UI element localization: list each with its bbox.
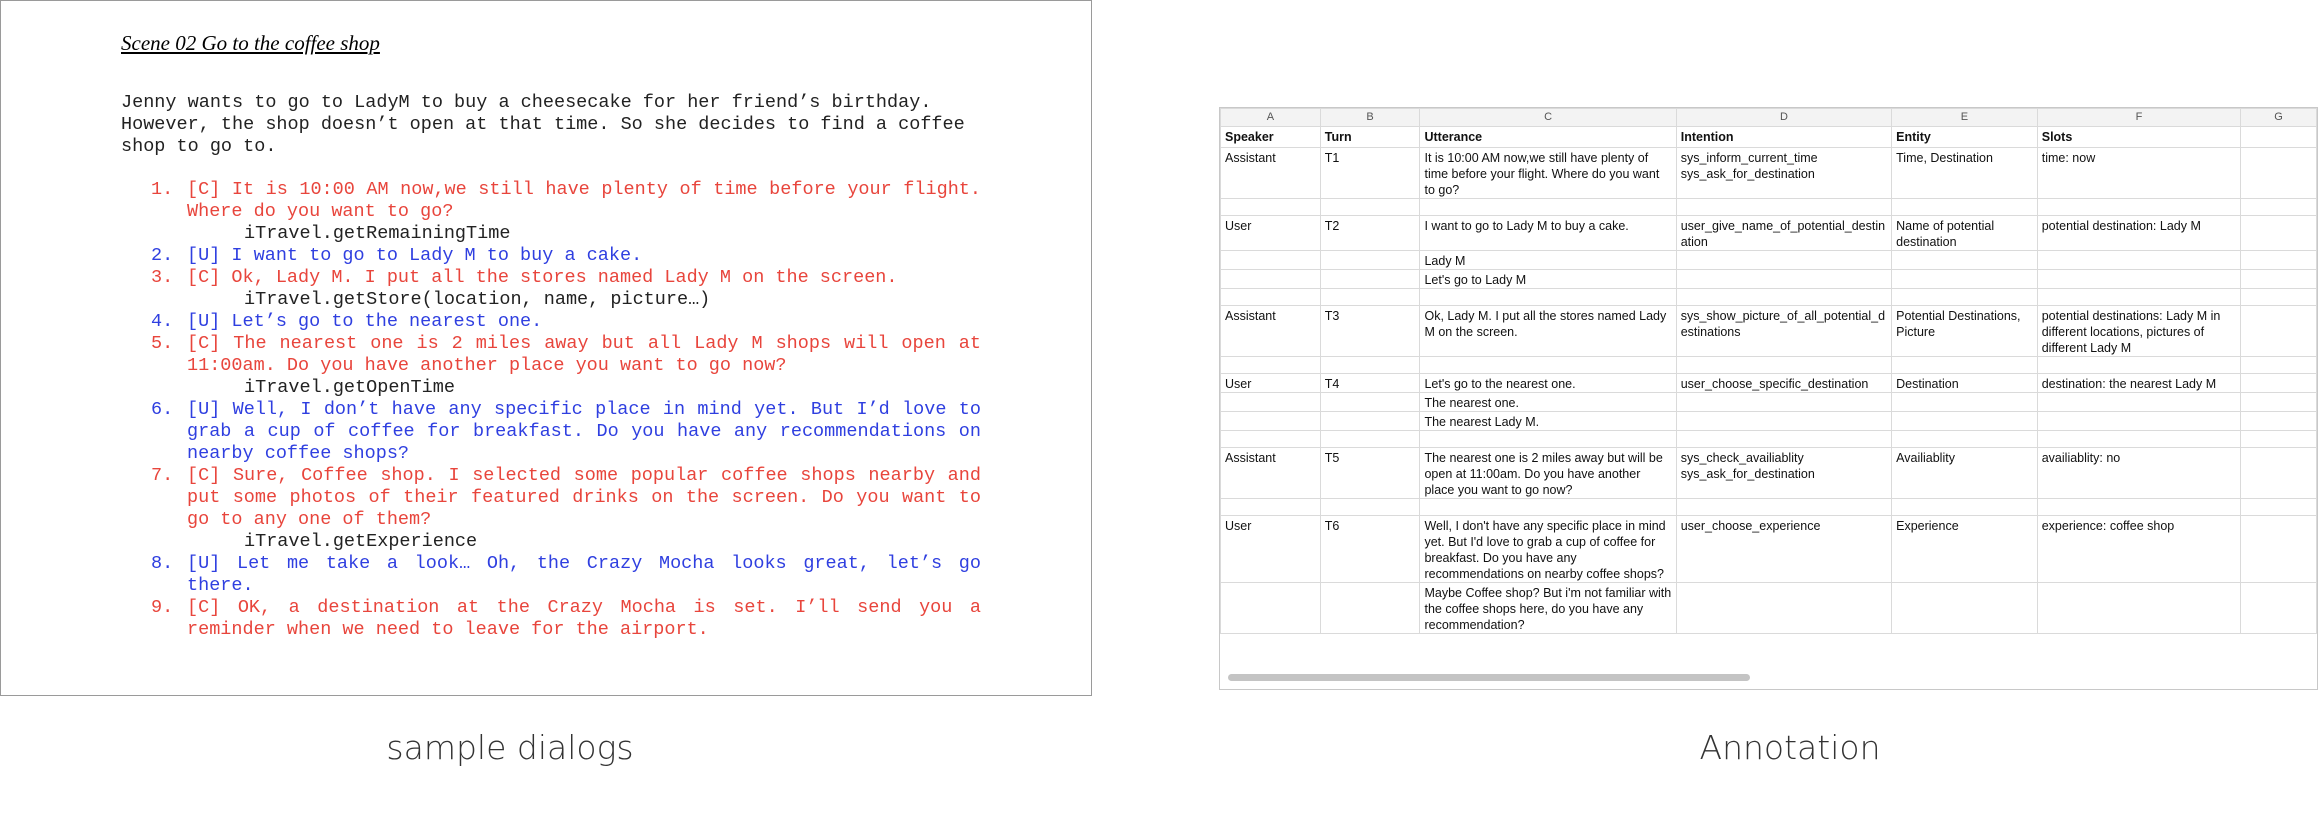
table-row xyxy=(1221,306,2317,357)
dialog-line-text: [C] OK, a destination at the Crazy Mocha is set. I’ll send you a reminder when we need to leave for the airport. xyxy=(187,597,981,640)
table-cell-entity[interactable] xyxy=(1892,289,2038,306)
table-cell-turn[interactable] xyxy=(1320,270,1420,289)
table-cell-speaker[interactable] xyxy=(1221,251,1321,270)
table-cell-entity[interactable]: Experience xyxy=(1892,516,2038,583)
api-call: iTravel.getExperience xyxy=(244,531,478,552)
table-cell-intention[interactable]: user_give_name_of_potential_destination xyxy=(1676,216,1891,251)
dialog-line-text: [C] Ok, Lady M. I put all the stores named Lady M on the screen. xyxy=(187,267,898,288)
caption-annotation: Annotation xyxy=(1699,728,1881,767)
table-cell-speaker[interactable] xyxy=(1221,393,1321,412)
dialog-line-number: 8. xyxy=(151,553,174,574)
table-cell-slots[interactable] xyxy=(2037,431,2240,448)
table-cell-slots[interactable]: experience: coffee shop xyxy=(2037,516,2240,583)
table-cell-intention[interactable]: user_choose_experience xyxy=(1676,516,1891,583)
table-cell-utterance[interactable]: The nearest one is 2 miles away but will be open at 11:00am. Do you have another place you want to go now? xyxy=(1420,448,1676,499)
header-cell[interactable]: Speaker xyxy=(1221,127,1321,148)
header-row xyxy=(1221,127,2317,148)
table-cell-utterance[interactable] xyxy=(1420,199,1676,216)
table-cell-turn[interactable]: T5 xyxy=(1320,448,1420,499)
dialog-line xyxy=(151,465,981,531)
column-header-f[interactable]: F xyxy=(2037,109,2240,127)
table-cell-utterance[interactable] xyxy=(1420,357,1676,374)
table-cell-slots[interactable] xyxy=(2037,357,2240,374)
table-cell-entity[interactable] xyxy=(1892,357,2038,374)
dialog-line xyxy=(151,245,981,267)
table-row xyxy=(1221,270,2317,289)
dialog-line-text: [C] It is 10:00 AM now,we still have plenty of time before your flight. Where do you want to go? xyxy=(187,179,981,222)
dialog-line xyxy=(151,267,981,289)
table-cell-utterance[interactable]: Maybe Coffee shop? But i'm not familiar with the coffee shops here, do you have any recommendation? xyxy=(1420,583,1676,634)
table-row xyxy=(1221,374,2317,393)
header-cell[interactable]: Slots xyxy=(2037,127,2240,148)
table-cell-slots[interactable] xyxy=(2037,412,2240,431)
column-header-d[interactable]: D xyxy=(1676,109,1891,127)
header-cell[interactable] xyxy=(2241,127,2317,148)
dialog-line-number: 6. xyxy=(151,399,174,420)
table-cell-utterance[interactable]: Let's go to the nearest one. xyxy=(1420,374,1676,393)
table-cell-intention[interactable]: sys_show_picture_of_all_potential_destinations xyxy=(1676,306,1891,357)
table-cell-entity[interactable]: Availiablity xyxy=(1892,448,2038,499)
dialog-line-text: [C] Sure, Coffee shop. I selected some popular coffee shops nearby and put some photos of their featured drinks on the screen. Do you want to go to any one of them? xyxy=(187,465,981,530)
table-cell-g[interactable] xyxy=(2241,251,2317,270)
table-cell-entity[interactable] xyxy=(1892,431,2038,448)
table-cell-speaker[interactable] xyxy=(1221,270,1321,289)
table-cell-entity[interactable]: Destination xyxy=(1892,374,2038,393)
api-call: iTravel.getStore(location, name, picture…) xyxy=(244,289,711,310)
dialog-line-text: [C] The nearest one is 2 miles away but all Lady M shops will open at 11:00am. Do you have another place you want to go now? xyxy=(187,333,981,376)
table-row xyxy=(1221,289,2317,306)
horizontal-scrollbar[interactable] xyxy=(1228,674,1750,681)
table-cell-speaker[interactable] xyxy=(1221,431,1321,448)
header-cell[interactable]: Entity xyxy=(1892,127,2038,148)
table-cell-intention[interactable] xyxy=(1676,431,1891,448)
column-header-e[interactable]: E xyxy=(1892,109,2038,127)
table-cell-intention[interactable]: sys_inform_current_time sys_ask_for_destination xyxy=(1676,148,1891,199)
table-cell-speaker[interactable] xyxy=(1221,499,1321,516)
table-cell-entity[interactable] xyxy=(1892,583,2038,634)
table-cell-slots[interactable]: potential destination: Lady M xyxy=(2037,216,2240,251)
dialog-line-number: 4. xyxy=(151,311,174,332)
table-cell-intention[interactable] xyxy=(1676,499,1891,516)
table-cell-speaker[interactable]: User xyxy=(1221,216,1321,251)
table-cell-intention[interactable]: user_choose_specific_destination xyxy=(1676,374,1891,393)
table-cell-speaker[interactable]: User xyxy=(1221,374,1321,393)
table-cell-utterance[interactable]: I want to go to Lady M to buy a cake. xyxy=(1420,216,1676,251)
table-cell-turn[interactable] xyxy=(1320,289,1420,306)
table-cell-speaker[interactable]: Assistant xyxy=(1221,148,1321,199)
table-cell-entity[interactable] xyxy=(1892,412,2038,431)
table-cell-intention[interactable] xyxy=(1676,289,1891,306)
table-cell-entity[interactable]: Time, Destination xyxy=(1892,148,2038,199)
dialog-line-number: 7. xyxy=(151,465,174,486)
table-cell-turn[interactable]: T3 xyxy=(1320,306,1420,357)
dialog-line-text: [U] Let’s go to the nearest one. xyxy=(187,311,543,332)
table-cell-turn[interactable] xyxy=(1320,199,1420,216)
table-cell-slots[interactable]: time: now xyxy=(2037,148,2240,199)
header-cell[interactable]: Utterance xyxy=(1420,127,1676,148)
scene-intro: Jenny wants to go to LadyM to buy a cheesecake for her friend’s birthday. However, the shop doesn’t open at that time. So she decides to find a coffee shop to go to. xyxy=(121,92,965,157)
table-cell-g[interactable] xyxy=(2241,357,2317,374)
table-row xyxy=(1221,393,2317,412)
dialog-line-text: [U] Well, I don’t have any specific place in mind yet. But I’d love to grab a cup of coffee for breakfast. Do you have any recommendations on nearby coffee shops? xyxy=(187,399,981,464)
table-cell-speaker[interactable]: User xyxy=(1221,516,1321,583)
api-call: iTravel.getRemainingTime xyxy=(244,223,511,244)
table-cell-turn[interactable]: T1 xyxy=(1320,148,1420,199)
table-cell-intention[interactable] xyxy=(1676,412,1891,431)
table-cell-utterance[interactable]: Ok, Lady M. I put all the stores named Lady M on the screen. xyxy=(1420,306,1676,357)
table-cell-slots[interactable] xyxy=(2037,393,2240,412)
table-cell-utterance[interactable]: The nearest one. xyxy=(1420,393,1676,412)
api-call: iTravel.getOpenTime xyxy=(244,377,455,398)
table-cell-g[interactable] xyxy=(2241,448,2317,499)
dialog-line xyxy=(151,553,981,597)
table-row xyxy=(1221,216,2317,251)
table-cell-entity[interactable] xyxy=(1892,251,2038,270)
table-cell-slots[interactable]: potential destinations: Lady M in different locations, pictures of different Lady M xyxy=(2037,306,2240,357)
column-header-b[interactable]: B xyxy=(1320,109,1420,127)
table-row xyxy=(1221,251,2317,270)
table-cell-turn[interactable] xyxy=(1320,357,1420,374)
header-cell[interactable]: Intention xyxy=(1676,127,1891,148)
table-cell-intention[interactable] xyxy=(1676,357,1891,374)
table-cell-entity[interactable]: Name of potential destination xyxy=(1892,216,2038,251)
table-row xyxy=(1221,448,2317,499)
dialog-line-text: [U] I want to go to Lady M to buy a cake. xyxy=(187,245,643,266)
table-cell-speaker[interactable]: Assistant xyxy=(1221,448,1321,499)
dialog-line xyxy=(151,399,981,465)
table-cell-slots[interactable] xyxy=(2037,289,2240,306)
table-cell-g[interactable] xyxy=(2241,270,2317,289)
table-cell-slots[interactable] xyxy=(2037,270,2240,289)
scene-title: Scene 02 Go to the coffee shop xyxy=(121,31,380,55)
dialog-line xyxy=(151,179,981,223)
table-cell-entity[interactable] xyxy=(1892,199,2038,216)
table-cell-turn[interactable] xyxy=(1320,499,1420,516)
table-row xyxy=(1221,148,2317,199)
table-row xyxy=(1221,199,2317,216)
sample-dialogs-panel xyxy=(0,0,1092,696)
table-cell-g[interactable] xyxy=(2241,199,2317,216)
annotation-table xyxy=(1220,108,2317,634)
table-cell-intention[interactable] xyxy=(1676,199,1891,216)
table-cell-entity[interactable]: Potential Destinations, Picture xyxy=(1892,306,2038,357)
table-cell-g[interactable] xyxy=(2241,393,2317,412)
table-cell-entity[interactable] xyxy=(1892,499,2038,516)
table-cell-turn[interactable] xyxy=(1320,393,1420,412)
dialog-line xyxy=(151,597,981,641)
table-cell-g[interactable] xyxy=(2241,431,2317,448)
dialog-line-number: 9. xyxy=(151,597,174,618)
table-cell-speaker[interactable] xyxy=(1221,289,1321,306)
table-cell-utterance[interactable] xyxy=(1420,431,1676,448)
column-header-g[interactable]: G xyxy=(2241,109,2317,127)
table-cell-utterance[interactable]: Lady M xyxy=(1420,251,1676,270)
table-cell-entity[interactable] xyxy=(1892,393,2038,412)
dialog-line-number: 2. xyxy=(151,245,174,266)
table-cell-speaker[interactable] xyxy=(1221,583,1321,634)
table-cell-utterance[interactable] xyxy=(1420,289,1676,306)
table-cell-turn[interactable]: T4 xyxy=(1320,374,1420,393)
table-cell-g[interactable] xyxy=(2241,216,2317,251)
table-cell-intention[interactable] xyxy=(1676,583,1891,634)
table-cell-utterance[interactable]: It is 10:00 AM now,we still have plenty of time before your flight. Where do you want to go? xyxy=(1420,148,1676,199)
table-cell-utterance[interactable]: Well, I don't have any specific place in mind yet. But I'd love to grab a cup of coffee for breakfast. Do you have any recommendations on nearby coffee shops? xyxy=(1420,516,1676,583)
table-row xyxy=(1221,357,2317,374)
table-cell-slots[interactable] xyxy=(2037,251,2240,270)
header-cell[interactable]: Turn xyxy=(1320,127,1420,148)
column-letter-row xyxy=(1221,109,2317,127)
table-cell-slots[interactable]: availiablity: no xyxy=(2037,448,2240,499)
table-cell-g[interactable] xyxy=(2241,499,2317,516)
table-cell-speaker[interactable] xyxy=(1221,357,1321,374)
annotation-spreadsheet xyxy=(1219,107,2318,690)
table-cell-turn[interactable] xyxy=(1320,431,1420,448)
table-cell-g[interactable] xyxy=(2241,148,2317,199)
table-cell-g[interactable] xyxy=(2241,583,2317,634)
table-row xyxy=(1221,412,2317,431)
table-cell-turn[interactable]: T2 xyxy=(1320,216,1420,251)
table-cell-g[interactable] xyxy=(2241,374,2317,393)
table-cell-intention[interactable]: sys_check_availiablity sys_ask_for_destination xyxy=(1676,448,1891,499)
table-cell-slots[interactable] xyxy=(2037,499,2240,516)
table-cell-g[interactable] xyxy=(2241,516,2317,583)
table-cell-turn[interactable]: T6 xyxy=(1320,516,1420,583)
table-cell-speaker[interactable] xyxy=(1221,412,1321,431)
table-row xyxy=(1221,431,2317,448)
table-cell-speaker[interactable]: Assistant xyxy=(1221,306,1321,357)
column-header-c[interactable]: C xyxy=(1420,109,1676,127)
table-cell-speaker[interactable] xyxy=(1221,199,1321,216)
table-cell-utterance[interactable] xyxy=(1420,499,1676,516)
table-cell-turn[interactable] xyxy=(1320,412,1420,431)
table-cell-g[interactable] xyxy=(2241,412,2317,431)
table-cell-slots[interactable] xyxy=(2037,583,2240,634)
table-cell-intention[interactable] xyxy=(1676,270,1891,289)
table-row xyxy=(1221,499,2317,516)
dialog-line-number: 5. xyxy=(151,333,174,354)
table-cell-intention[interactable] xyxy=(1676,251,1891,270)
table-row xyxy=(1221,583,2317,634)
dialog-list xyxy=(151,179,981,641)
dialog-line-number: 3. xyxy=(151,267,174,288)
table-cell-utterance[interactable]: The nearest Lady M. xyxy=(1420,412,1676,431)
dialog-line-number: 1. xyxy=(151,179,174,200)
table-cell-slots[interactable] xyxy=(2037,199,2240,216)
dialog-line xyxy=(151,333,981,377)
caption-sample-dialogs: sample dialogs xyxy=(386,728,634,767)
table-cell-turn[interactable] xyxy=(1320,583,1420,634)
table-cell-turn[interactable] xyxy=(1320,251,1420,270)
table-cell-g[interactable] xyxy=(2241,289,2317,306)
table-cell-entity[interactable] xyxy=(1892,270,2038,289)
table-cell-slots[interactable]: destination: the nearest Lady M xyxy=(2037,374,2240,393)
table-cell-utterance[interactable]: Let's go to Lady M xyxy=(1420,270,1676,289)
table-row xyxy=(1221,516,2317,583)
column-header-a[interactable]: A xyxy=(1221,109,1321,127)
table-cell-g[interactable] xyxy=(2241,306,2317,357)
table-cell-intention[interactable] xyxy=(1676,393,1891,412)
dialog-line xyxy=(151,311,981,333)
dialog-line-text: [U] Let me take a look… Oh, the Crazy Mocha looks great, let’s go there. xyxy=(187,553,981,596)
